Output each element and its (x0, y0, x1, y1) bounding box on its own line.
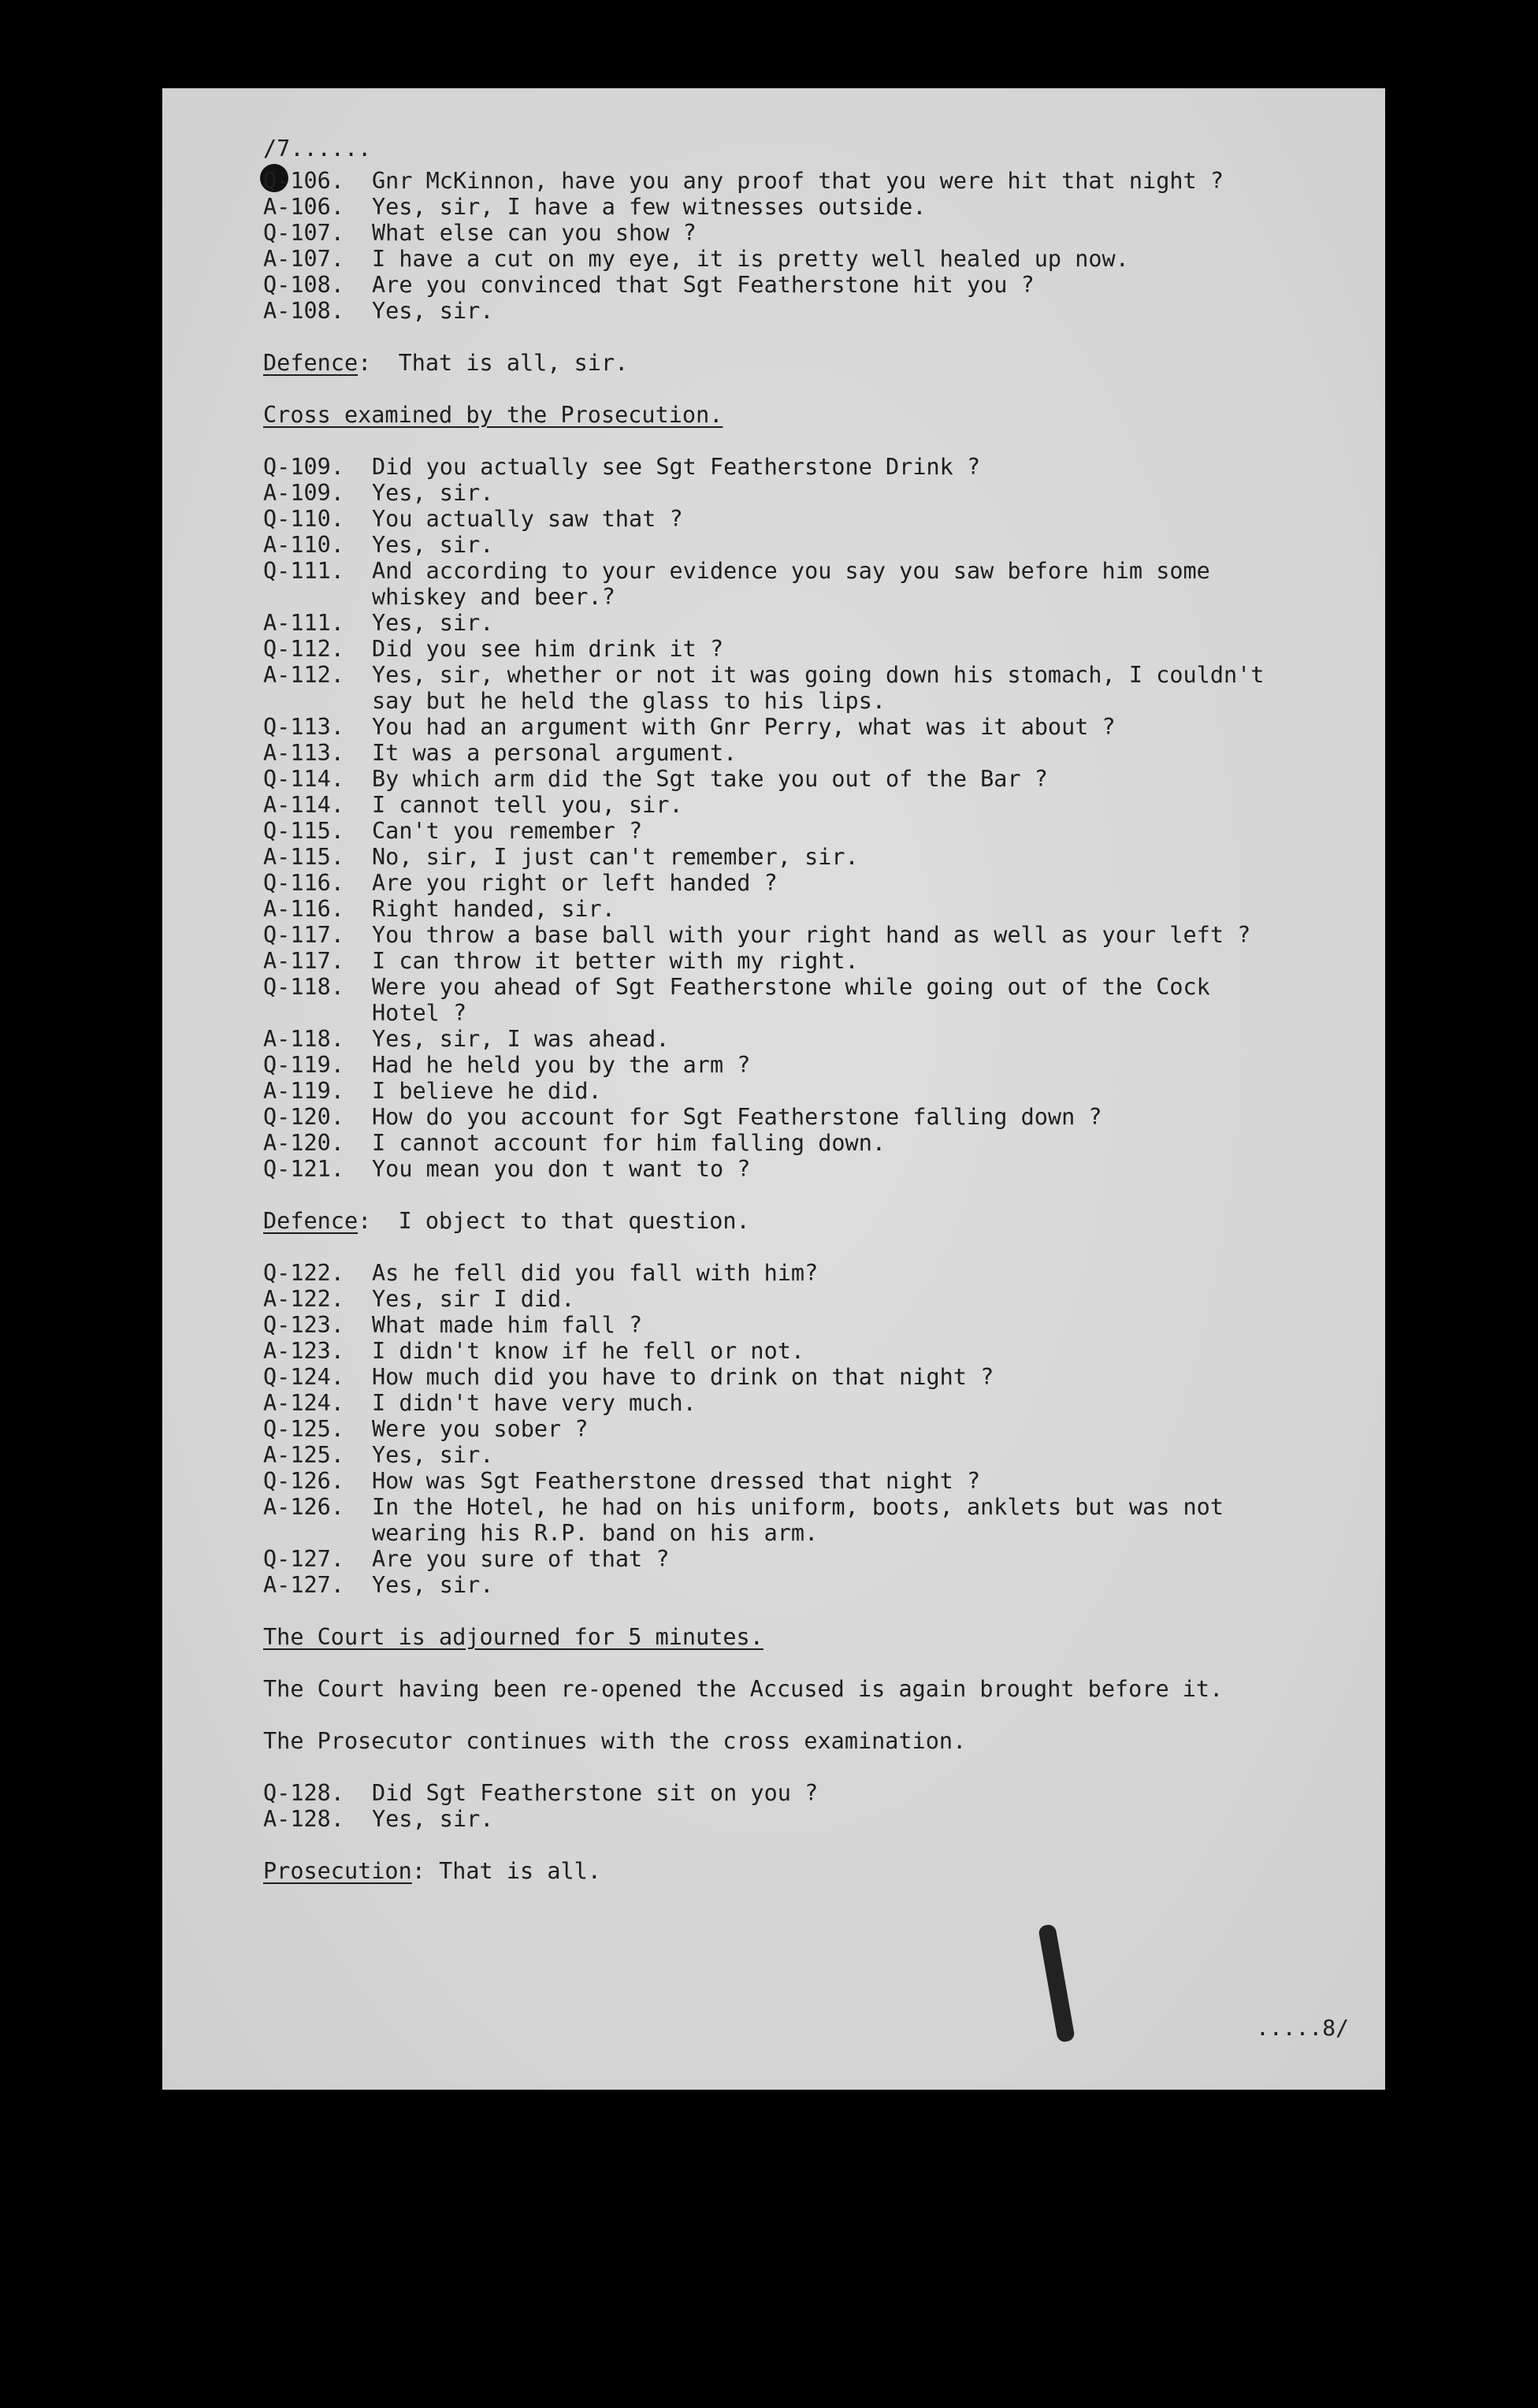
entry-number: Q-122. (263, 1260, 344, 1286)
qa-entry (263, 1104, 1366, 1130)
entry-text: How much did you have to drink on that night ? (372, 1364, 994, 1390)
qa-entry (263, 1494, 1366, 1546)
qa-entry (263, 1052, 1366, 1078)
entry-number: A-113. (263, 740, 344, 766)
entry-number: Q-108. (263, 272, 344, 298)
entry-text: I believe he did. (372, 1078, 602, 1104)
defence-statement-2 (263, 1208, 1366, 1234)
entry-text: Did you actually see Sgt Featherstone Drink ? (372, 454, 981, 480)
qa-entry (263, 168, 1366, 194)
entry-text: How do you account for Sgt Featherstone falling down ? (372, 1104, 1102, 1130)
page-reference: /7...... (263, 136, 372, 162)
transcript-body (263, 136, 1366, 1884)
entry-text: Were you ahead of Sgt Featherstone while going out of the Cock Hotel ? (372, 974, 1210, 1026)
qa-entry (263, 662, 1366, 714)
entry-text: You actually saw that ? (372, 506, 683, 532)
qa-entry (263, 298, 1366, 324)
qa-entry (263, 1078, 1366, 1104)
entry-number: Q-112. (263, 636, 344, 662)
entry-text: Yes, sir I did. (372, 1286, 575, 1312)
entry-number: A-127. (263, 1572, 344, 1598)
qa-entry (263, 714, 1366, 740)
qa-entry (263, 610, 1366, 636)
entry-text: Right handed, sir. (372, 896, 615, 922)
entry-number: Q-118. (263, 974, 344, 1000)
defence-label: Defence (263, 1208, 358, 1234)
qa-entry (263, 1442, 1366, 1468)
entry-text: Yes, sir. (372, 610, 494, 636)
qa-block-1 (263, 168, 1366, 324)
entry-number: Q-110. (263, 506, 344, 532)
entry-number: A-124. (263, 1390, 344, 1416)
qa-entry (263, 922, 1366, 948)
qa-entry (263, 1130, 1366, 1156)
prosecution-label: Prosecution (263, 1858, 412, 1884)
entry-number: A-119. (263, 1078, 344, 1104)
entry-text: I didn't have very much. (372, 1390, 697, 1416)
entry-text: And according to your evidence you say you saw before him some whiskey and beer.? (372, 558, 1210, 610)
entry-number: Q-125. (263, 1416, 344, 1442)
qa-entry (263, 636, 1366, 662)
entry-number: A-107. (263, 246, 344, 272)
entry-number: A-106. (263, 194, 344, 220)
entry-number: A-114. (263, 792, 344, 818)
adjournment-note: The Court is adjourned for 5 minutes. (263, 1624, 763, 1650)
prosecution-text: : That is all. (411, 1858, 601, 1884)
qa-entry (263, 1468, 1366, 1494)
defence-label: Defence (263, 350, 358, 376)
entry-number: Q-128. (263, 1780, 344, 1806)
entry-number: Q-121. (263, 1156, 344, 1182)
entry-text: You throw a base ball with your right hand as well as your left ? (372, 922, 1251, 948)
qa-entry (263, 948, 1366, 974)
entry-text: Are you right or left handed ? (372, 870, 778, 896)
entry-number: Q-115. (263, 818, 344, 844)
qa-entry (263, 844, 1366, 870)
continues-note: The Prosecutor continues with the cross examination. (263, 1728, 967, 1754)
entry-text: It was a personal argument. (372, 740, 737, 766)
qa-entry (263, 246, 1366, 272)
qa-block-2 (263, 454, 1366, 1182)
entry-number: A-126. (263, 1494, 344, 1520)
entry-number: Q-109. (263, 454, 344, 480)
entry-number: A-117. (263, 948, 344, 974)
entry-text: You mean you don t want to ? (372, 1156, 751, 1182)
entry-number: A-108. (263, 298, 344, 324)
entry-number: Q-116. (263, 870, 344, 896)
entry-number: Q-123. (263, 1312, 344, 1338)
qa-entry (263, 220, 1366, 246)
qa-entry (263, 1260, 1366, 1286)
entry-number: Q-117. (263, 922, 344, 948)
reopened-note: The Court having been re-opened the Accused is again brought before it. (263, 1676, 1224, 1702)
qa-entry (263, 454, 1366, 480)
entry-text: Were you sober ? (372, 1416, 589, 1442)
qa-entry (263, 1156, 1366, 1182)
qa-entry (263, 1364, 1366, 1390)
prosecution-statement (263, 1858, 1366, 1884)
qa-entry (263, 1026, 1366, 1052)
qa-entry (263, 194, 1366, 220)
entry-text: I can throw it better with my right. (372, 948, 859, 974)
entry-text: Yes, sir. (372, 1572, 494, 1598)
entry-text: What made him fall ? (372, 1312, 643, 1338)
entry-number: A-120. (263, 1130, 344, 1156)
entry-text: Yes, sir, I was ahead. (372, 1026, 670, 1052)
entry-text: How was Sgt Featherstone dressed that night ? (372, 1468, 981, 1494)
entry-text: Yes, sir. (372, 480, 494, 506)
entry-text: I cannot tell you, sir. (372, 792, 683, 818)
qa-entry (263, 740, 1366, 766)
qa-entry (263, 480, 1366, 506)
qa-entry (263, 1286, 1366, 1312)
entry-text: I didn't know if he fell or not. (372, 1338, 805, 1364)
entry-text: Yes, sir. (372, 532, 494, 558)
qa-entry (263, 558, 1366, 610)
entry-text: I cannot account for him falling down. (372, 1130, 886, 1156)
entry-text: Can't you remember ? (372, 818, 643, 844)
entry-text: Did Sgt Featherstone sit on you ? (372, 1780, 819, 1806)
qa-entry (263, 1546, 1366, 1572)
qa-entry (263, 792, 1366, 818)
entry-text: Did you see him drink it ? (372, 636, 724, 662)
qa-entry (263, 974, 1366, 1026)
qa-entry (263, 818, 1366, 844)
defence-text: : That is all, sir. (358, 350, 629, 376)
entry-number: A-118. (263, 1026, 344, 1052)
ink-mark (1038, 1923, 1075, 2043)
qa-entry (263, 532, 1366, 558)
entry-text: I have a cut on my eye, it is pretty well healed up now. (372, 246, 1129, 272)
entry-number: Q-114. (263, 766, 344, 792)
entry-text: In the Hotel, he had on his uniform, boots, anklets but was not wearing his R.P. band on his arm. (372, 1494, 1224, 1546)
qa-entry (263, 1806, 1366, 1832)
defence-text: : I object to that question. (358, 1208, 750, 1234)
entry-text: Yes, sir. (372, 298, 494, 324)
entry-number: Q-107. (263, 220, 344, 246)
entry-text: Yes, sir. (372, 1442, 494, 1468)
qa-entry (263, 1312, 1366, 1338)
entry-text: Are you convinced that Sgt Featherstone hit you ? (372, 272, 1035, 298)
qa-entry (263, 766, 1366, 792)
next-page-reference: .....8/ (1255, 2015, 1349, 2041)
qa-block-4 (263, 1780, 1366, 1832)
entry-number: A-128. (263, 1806, 344, 1832)
entry-text: What else can you show ? (372, 220, 697, 246)
entry-number: Q-127. (263, 1546, 344, 1572)
entry-number: Q-106. (263, 168, 344, 194)
entry-text: You had an argument with Gnr Perry, what was it about ? (372, 714, 1116, 740)
qa-entry (263, 1416, 1366, 1442)
defence-statement-1 (263, 350, 1366, 376)
entry-number: Q-124. (263, 1364, 344, 1390)
entry-text: As he fell did you fall with him? (372, 1260, 819, 1286)
entry-number: Q-119. (263, 1052, 344, 1078)
entry-number: Q-126. (263, 1468, 344, 1494)
entry-text: No, sir, I just can't remember, sir. (372, 844, 859, 870)
entry-number: A-110. (263, 532, 344, 558)
cross-examination-heading: Cross examined by the Prosecution. (263, 402, 723, 428)
entry-number: A-125. (263, 1442, 344, 1468)
document-page (162, 88, 1385, 2090)
qa-entry (263, 870, 1366, 896)
entry-number: Q-111. (263, 558, 344, 584)
entry-number: A-111. (263, 610, 344, 636)
qa-entry (263, 896, 1366, 922)
entry-text: Yes, sir, I have a few witnesses outside. (372, 194, 927, 220)
qa-entry (263, 1572, 1366, 1598)
entry-number: A-116. (263, 896, 344, 922)
entry-text: Are you sure of that ? (372, 1546, 670, 1572)
entry-number: A-122. (263, 1286, 344, 1312)
entry-text: Had he held you by the arm ? (372, 1052, 751, 1078)
entry-text: Yes, sir, whether or not it was going down his stomach, I couldn't say but he held the glass to his lips. (372, 662, 1265, 714)
entry-number: Q-113. (263, 714, 344, 740)
qa-block-3 (263, 1260, 1366, 1598)
entry-text: By which arm did the Sgt take you out of the Bar ? (372, 766, 1048, 792)
entry-number: A-109. (263, 480, 344, 506)
entry-number: Q-120. (263, 1104, 344, 1130)
entry-number: A-123. (263, 1338, 344, 1364)
entry-number: A-115. (263, 844, 344, 870)
qa-entry (263, 1390, 1366, 1416)
qa-entry (263, 506, 1366, 532)
entry-number: A-112. (263, 662, 344, 688)
qa-entry (263, 1338, 1366, 1364)
entry-text: Gnr McKinnon, have you any proof that you were hit that night ? (372, 168, 1224, 194)
entry-text: Yes, sir. (372, 1806, 494, 1832)
qa-entry (263, 1780, 1366, 1806)
qa-entry (263, 272, 1366, 298)
